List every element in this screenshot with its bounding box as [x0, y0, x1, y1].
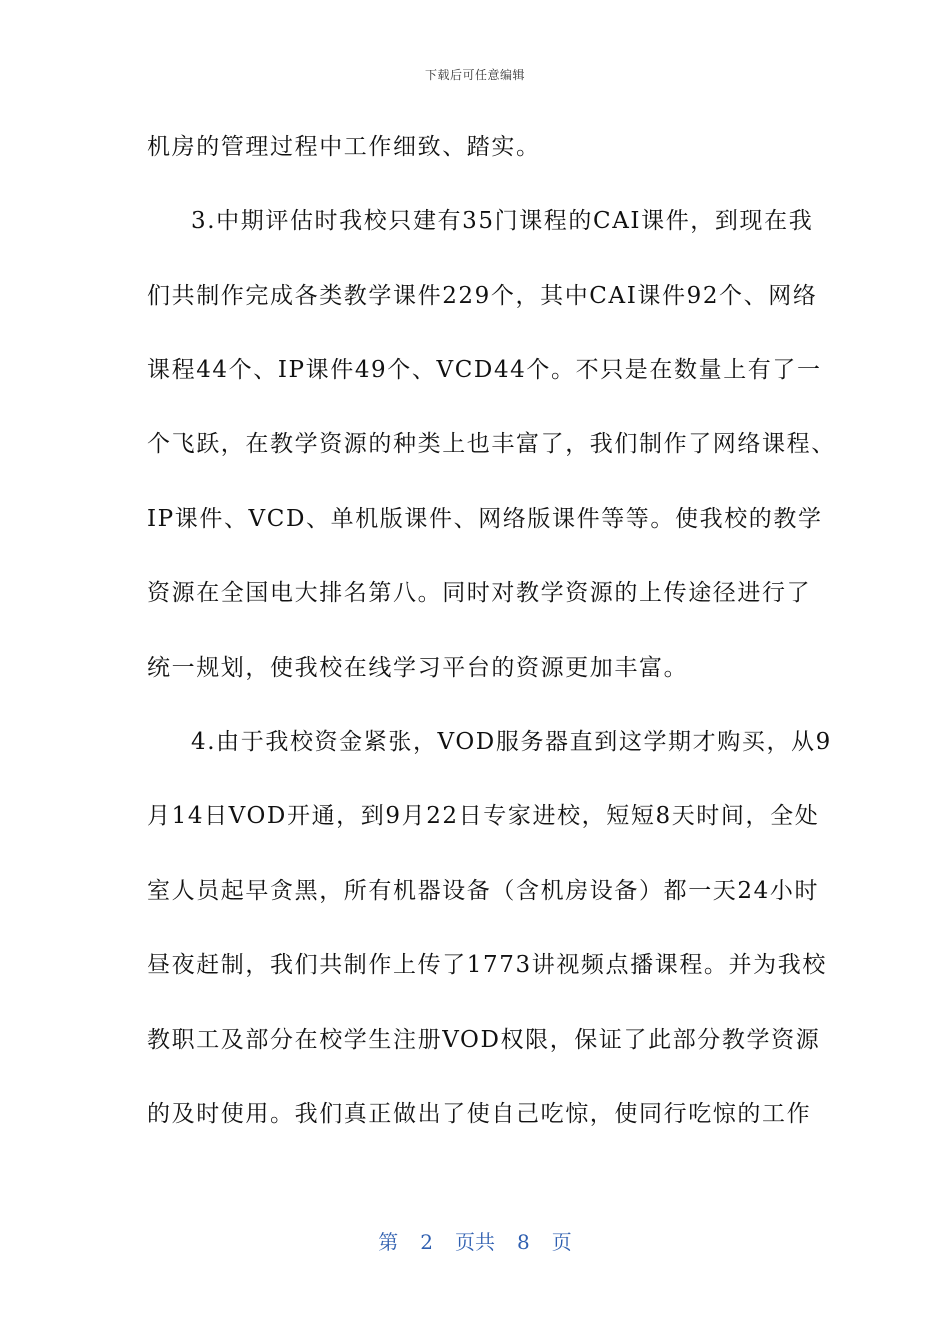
body-line: 资源在全国电大排名第八。同时对教学资源的上传途径进行了	[147, 580, 812, 606]
footer-middle: 页共	[455, 1230, 495, 1254]
body-line: 昼夜赶制，我们共制作上传了1773讲视频点播课程。并为我校	[147, 952, 827, 978]
body-line: 机房的管理过程中工作细致、踏实。	[147, 134, 541, 160]
body-line: 统一规划，使我校在线学习平台的资源更加丰富。	[147, 655, 689, 681]
body-line: 月14日VOD开通，到9月22日专家进校，短短8天时间，全处	[147, 803, 820, 829]
body-line: IP课件、VCD、单机版课件、网络版课件等等。使我校的教学	[147, 506, 823, 532]
body-line: 教职工及部分在校学生注册VOD权限，保证了此部分教学资源	[147, 1027, 821, 1053]
footer-current-page: 2	[420, 1230, 433, 1254]
body-line: 个飞跃，在教学资源的种类上也丰富了，我们制作了网络课程、	[147, 431, 836, 457]
footer-prefix: 第	[378, 1230, 399, 1254]
body-line: 的及时使用。我们真正做出了使自己吃惊，使同行吃惊的工作	[147, 1101, 812, 1127]
body-line: 课程44个、IP课件49个、VCD44个。不只是在数量上有了一	[147, 357, 822, 383]
footer-suffix: 页	[551, 1230, 572, 1254]
body-line: 4.由于我校资金紧张，VOD服务器直到这学期才购买，从9	[191, 729, 832, 755]
body-line: 室人员起早贪黑，所有机器设备（含机房设备）都一天24小时	[147, 878, 820, 904]
page-footer	[0, 1226, 950, 1255]
page-header: 下载后可任意编辑	[424, 68, 525, 82]
body-line: 3.中期评估时我校只建有35门课程的CAI课件，到现在我	[191, 208, 814, 234]
footer-total-pages: 8	[517, 1230, 530, 1254]
body-line: 们共制作完成各类教学课件229个，其中CAI课件92个、网络	[147, 283, 818, 309]
